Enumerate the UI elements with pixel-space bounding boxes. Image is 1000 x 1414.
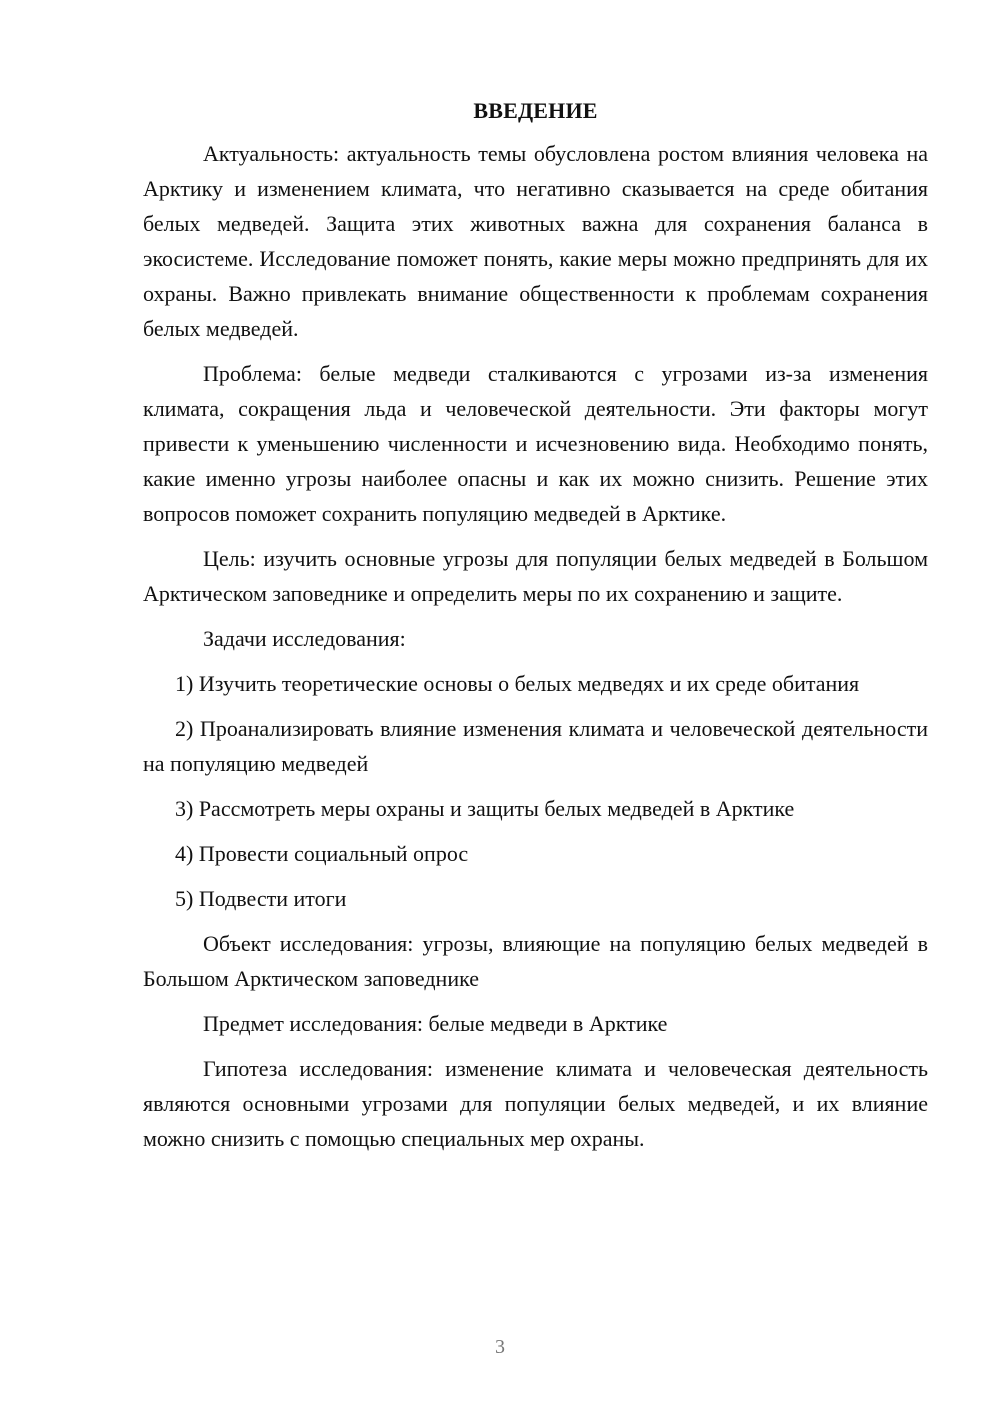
task-item: 4) Провести социальный опрос — [175, 841, 469, 866]
relevance-paragraph: Актуальность: актуальность темы обусловлена ростом влияния человека на Арктику и изменением климата, что негативно сказывается на среде обитания белых медведей. Защита этих животных важна для сохранения баланса в экосистеме. Исследование поможет понять, какие меры можно предпринять для их охраны. Важно привлекать внимание общественности к проблемам сохранения белых медведей. — [143, 141, 928, 341]
task-item: 1) Изучить теоретические основы о белых медведях и их среде обитания — [175, 671, 860, 696]
section-title: ВВЕДЕНИЕ — [473, 98, 598, 123]
hypothesis-paragraph: Гипотеза исследования: изменение климата и человеческая деятельность являются основными угрозами для популяции белых медведей, и их влияние можно снизить с помощью специальных мер охраны. — [143, 1056, 928, 1151]
task-item: 3) Рассмотреть меры охраны и защиты белых медведей в Арктике — [175, 796, 795, 821]
task-item: 5) Подвести итоги — [175, 886, 347, 911]
document-content — [143, 96, 928, 1166]
tasks-heading: Задачи исследования: — [203, 626, 406, 651]
subject-paragraph: Предмет исследования: белые медведи в Арктике — [203, 1011, 668, 1036]
page-number: 3 — [495, 1336, 505, 1358]
problem-paragraph: Проблема: белые медведи сталкиваются с угрозами из-за изменения климата, сокращения льда и человеческой деятельности. Эти факторы могут привести к уменьшению численности и исчезновению вида. Необходимо понять, какие именно угрозы наиболее опасны и как их можно снизить. Решение этих вопросов поможет сохранить популяцию медведей в Арктике. — [143, 361, 928, 526]
task-item: 2) Проанализировать влияние изменения климата и человеческой деятельности на популяцию медведей — [143, 716, 928, 776]
goal-paragraph: Цель: изучить основные угрозы для популяции белых медведей в Большом Арктическом заповеднике и определить меры по их сохранению и защите. — [143, 546, 928, 606]
object-paragraph: Объект исследования: угрозы, влияющие на популяцию белых медведей в Большом Арктическом заповеднике — [143, 931, 928, 991]
